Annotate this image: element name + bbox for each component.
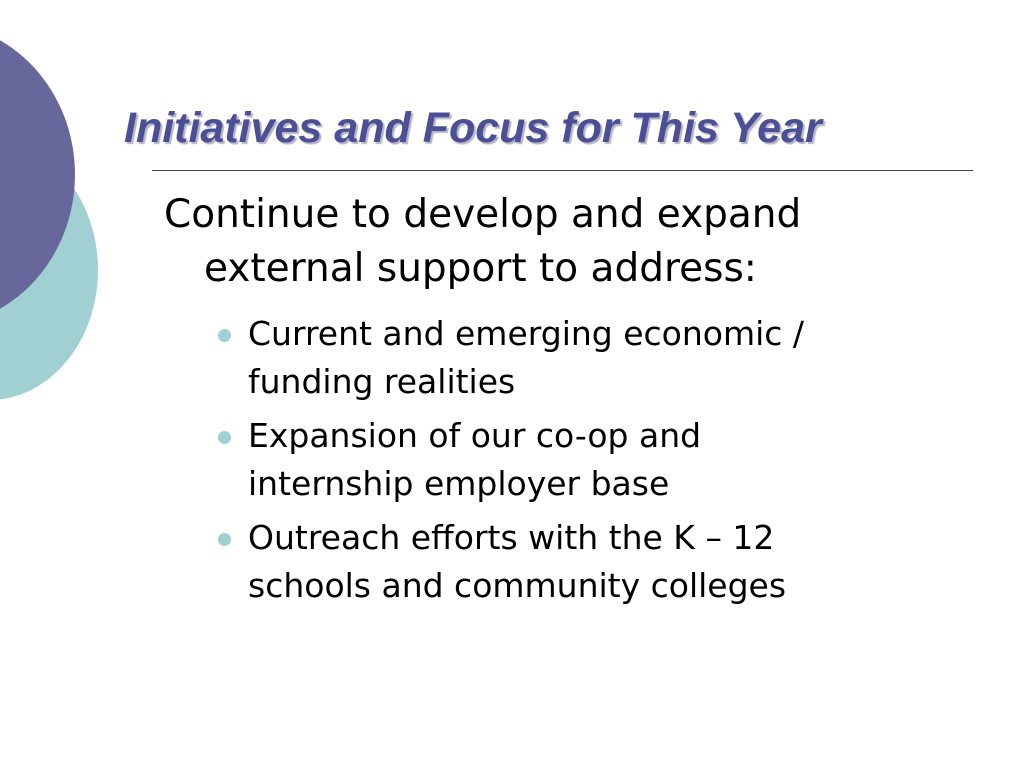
bullet-item bbox=[164, 412, 868, 508]
bullet-item bbox=[164, 514, 868, 610]
lead-paragraph: Continue to develop and expand external support to address: bbox=[164, 192, 802, 291]
bullet-dot-icon bbox=[218, 431, 231, 444]
bullet-dot-icon bbox=[218, 533, 231, 546]
bullet-list bbox=[164, 310, 954, 610]
bullet-dot-icon bbox=[218, 329, 231, 342]
slide-title: Initiatives and Focus for This Year bbox=[124, 104, 822, 152]
slide-body bbox=[164, 188, 954, 616]
bullet-item bbox=[164, 310, 868, 406]
bullet-text: Current and emerging economic / funding realities bbox=[248, 314, 805, 401]
bullet-text: Outreach efforts with the K – 12 schools and community colleges bbox=[248, 518, 787, 605]
title-divider bbox=[152, 170, 973, 171]
bullet-text: Expansion of our co-op and internship employer base bbox=[248, 416, 702, 503]
